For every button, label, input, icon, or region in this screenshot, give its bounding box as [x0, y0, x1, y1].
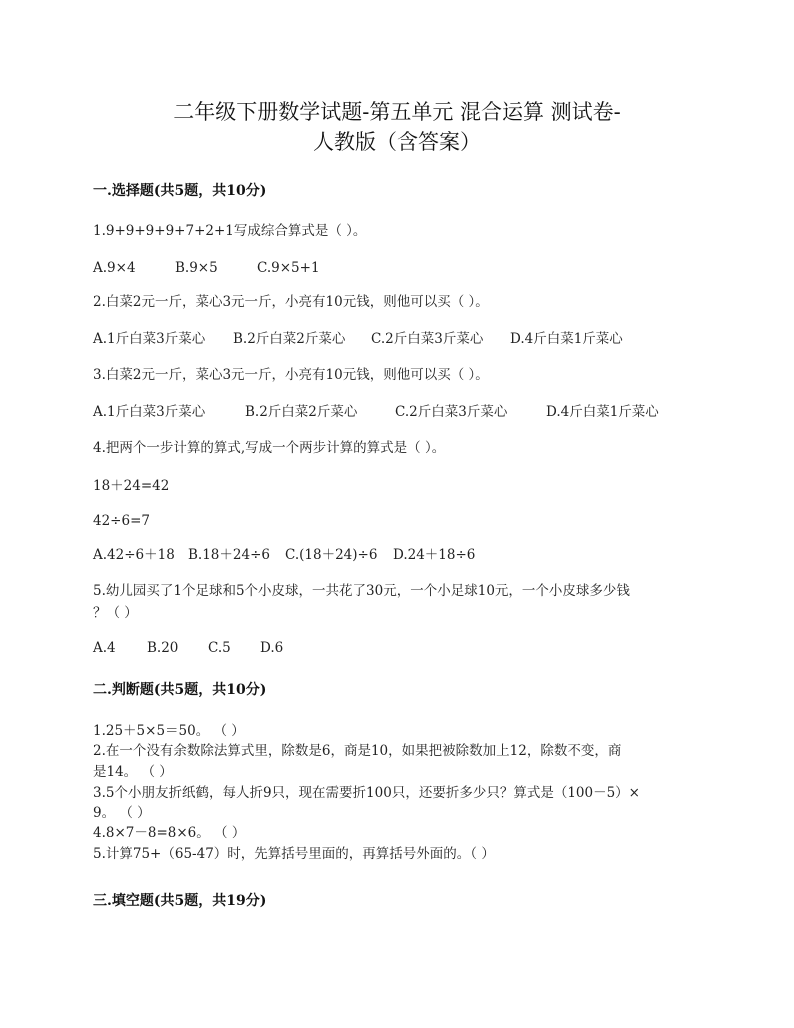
question-2: 2.白菜2元一斤，菜心3元一斤，小亮有10元钱，则他可以买（ ）。: [93, 294, 489, 310]
question-3-options: [93, 403, 659, 421]
judge-3-line-2: 9。 （ ）: [93, 805, 151, 821]
question-4-options: [93, 546, 475, 564]
section-heading-choice: 一.选择题(共5题，共10分): [93, 183, 267, 199]
option-b: B.9×5: [175, 260, 218, 276]
option-a: A.1斤白菜3斤菜心: [93, 331, 206, 347]
question-4: 4.把两个一步计算的算式,写成一个两步计算的算式是（ ）。: [93, 440, 446, 456]
document-title-line2: 人教版（含答案）: [313, 130, 481, 154]
option-c: C.5: [208, 640, 231, 656]
question-4-equation-2: 42÷6=7: [93, 513, 150, 529]
option-c: C.2斤白菜3斤菜心: [395, 404, 508, 420]
option-a: A.9×4: [93, 260, 136, 276]
judge-4: 4.8×7－8=8×6。 （ ）: [93, 825, 246, 841]
option-b: B.2斤白菜2斤菜心: [245, 404, 358, 420]
question-4-equation-1: 18＋24=42: [93, 478, 170, 494]
document-title-line1: 二年级下册数学试题-第五单元 混合运算 测试卷-: [173, 100, 621, 124]
option-d: D.4斤白菜1斤菜心: [546, 404, 659, 420]
question-3: 3.白菜2元一斤，菜心3元一斤，小亮有10元钱，则他可以买（ ）。: [93, 367, 489, 383]
option-d: D.4斤白菜1斤菜心: [510, 331, 623, 347]
question-5-options: [93, 639, 283, 657]
option-a: A.1斤白菜3斤菜心: [93, 404, 206, 420]
question-1-options: [93, 259, 320, 277]
option-b: B.2斤白菜2斤菜心: [233, 331, 346, 347]
option-c: C.2斤白菜3斤菜心: [371, 331, 484, 347]
option-d: D.6: [260, 640, 284, 656]
judge-5: 5.计算75+（65-47）时，先算括号里面的，再算括号外面的。（ ）: [93, 846, 495, 862]
section-heading-judge: 二.判断题(共5题，共10分): [93, 682, 267, 698]
judge-3-line-1: 3.5个小朋友折纸鹤，每人折9只，现在需要折100只，还要折多少只？算式是（100－5）×: [93, 785, 640, 801]
section-heading-fill: 三.填空题(共5题，共19分): [93, 893, 267, 909]
question-5-line-2: ？（ ）: [93, 605, 138, 621]
option-c: C.(18＋24)÷6: [285, 547, 378, 563]
judge-2-line-1: 2.在一个没有余数除法算式里，除数是6，商是10，如果把被除数加上12，除数不变，商: [93, 743, 622, 759]
judge-1: 1.25＋5×5＝50。 （ ）: [93, 723, 245, 739]
option-a: A.4: [93, 640, 116, 656]
option-d: D.24＋18÷6: [393, 547, 476, 563]
question-2-options: [93, 330, 623, 348]
option-b: B.20: [147, 640, 179, 656]
judge-2-line-2: 是14。 （ ）: [93, 764, 173, 780]
question-5-line-1: 5.幼儿园买了1个足球和5个小皮球，一共花了30元，一个小足球10元，一个小皮球多少钱: [93, 583, 630, 599]
question-1: 1.9+9+9+9+7+2+1写成综合算式是（ ）。: [93, 223, 367, 239]
option-a: A.42÷6＋18: [93, 547, 175, 563]
option-b: B.18＋24÷6: [188, 547, 270, 563]
option-c: C.9×5+1: [257, 260, 320, 276]
